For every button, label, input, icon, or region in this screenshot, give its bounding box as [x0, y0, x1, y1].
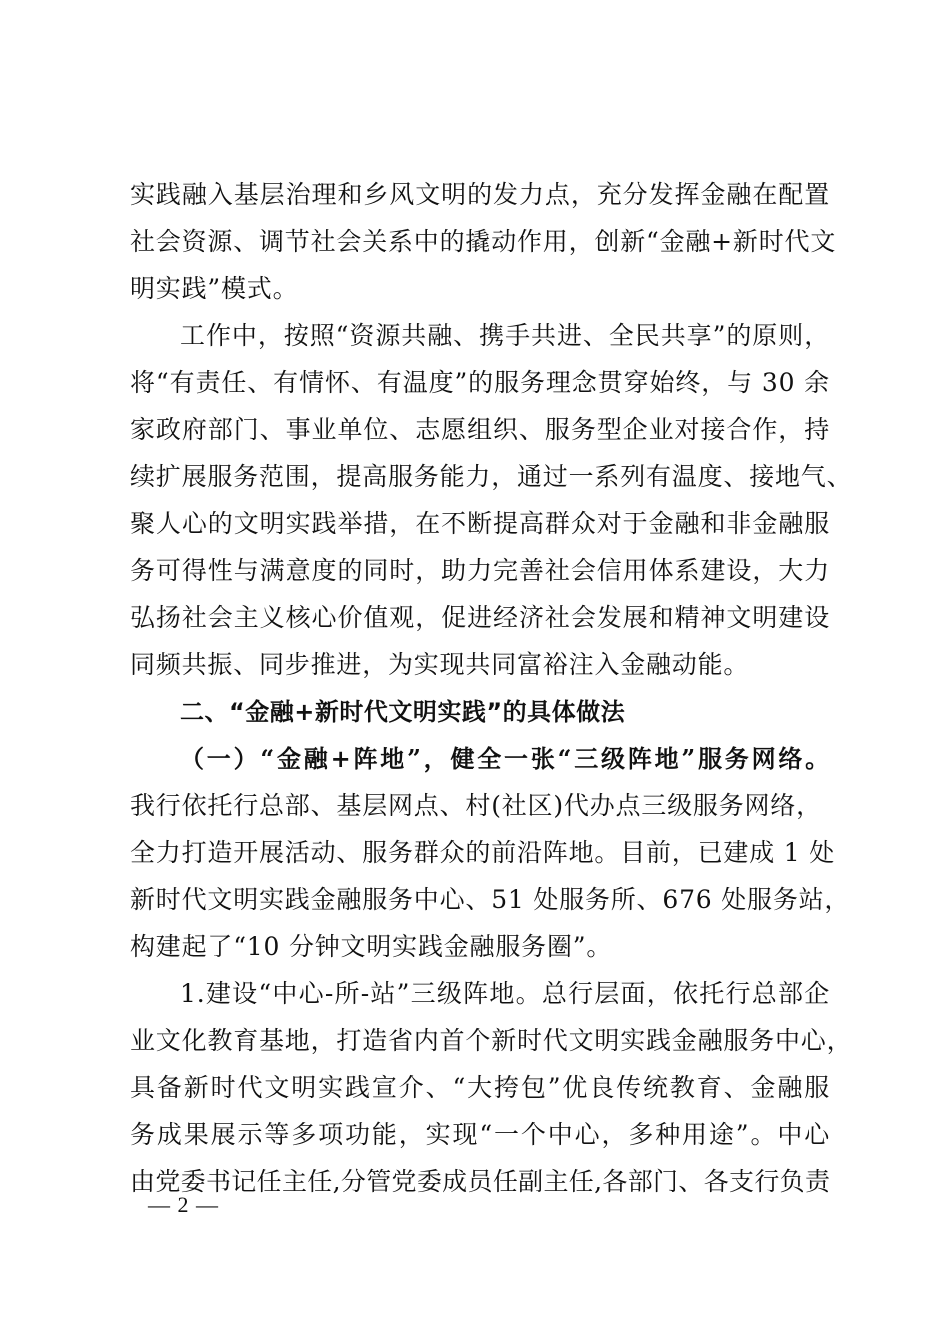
paragraph-line: 新时代文明实践金融服务中心、51 处服务所、676 处服务站， — [130, 885, 851, 914]
paragraph-line: 明实践”模式。 — [130, 274, 299, 303]
paragraph-line: 我行依托行总部、基层网点、村(社区)代办点三级服务网络， — [130, 791, 822, 820]
paragraph-line: 构建起了“10 分钟文明实践金融服务圈”。 — [130, 932, 613, 961]
paragraph-line: 将“有责任、有情怀、有温度”的服务理念贯穿始终，与 30 余 — [130, 368, 830, 397]
paragraph-line: 弘扬社会主义核心价值观，促进经济社会发展和精神文明建设 — [130, 603, 830, 632]
paragraph-line: 业文化教育基地，打造省内首个新时代文明实践金融服务中心， — [130, 1026, 853, 1055]
paragraph-line: 社会资源、调节社会关系中的撬动作用，创新“金融+新时代文 — [130, 227, 837, 256]
subsection-heading: （一）“金融+阵地”，健全一张“三级阵地”服务网络。 — [180, 744, 830, 773]
paragraph-line: 具备新时代文明实践宣介、“大挎包”优良传统教育、金融服 — [130, 1073, 830, 1102]
paragraph-line: 由党委书记任主任,分管党委成员任副主任,各部门、各支行负责 — [130, 1167, 830, 1196]
paragraph-line: 实践融入基层治理和乡风文明的发力点，充分发挥金融在配置 — [130, 180, 830, 209]
paragraph-line: 全力打造开展活动、服务群众的前沿阵地。目前，已建成 1 处 — [130, 838, 836, 867]
paragraph-line: 续扩展服务范围，提高服务能力，通过一系列有温度、接地气、 — [130, 462, 853, 491]
paragraph-line: 务成果展示等多项功能，实现“一个中心，多种用途”。中心 — [130, 1120, 830, 1149]
paragraph-line: 务可得性与满意度的同时，助力完善社会信用体系建设，大力 — [130, 556, 830, 585]
page-number: — 2 — — [148, 1192, 219, 1217]
paragraph-line: 聚人心的文明实践举措，在不断提高群众对于金融和非金融服 — [130, 509, 830, 538]
paragraph-line: 工作中，按照“资源共融、携手共进、全民共享”的原则， — [180, 321, 830, 350]
section-heading: 二、“金融+新时代文明实践”的具体做法 — [180, 698, 626, 726]
paragraph-line: 同频共振、同步推进，为实现共同富裕注入金融动能。 — [130, 650, 750, 679]
paragraph-line: 家政府部门、事业单位、志愿组织、服务型企业对接合作，持 — [130, 415, 830, 444]
paragraph-line: 1.建设“中心-所-站”三级阵地。总行层面，依托行总部企 — [180, 979, 830, 1008]
